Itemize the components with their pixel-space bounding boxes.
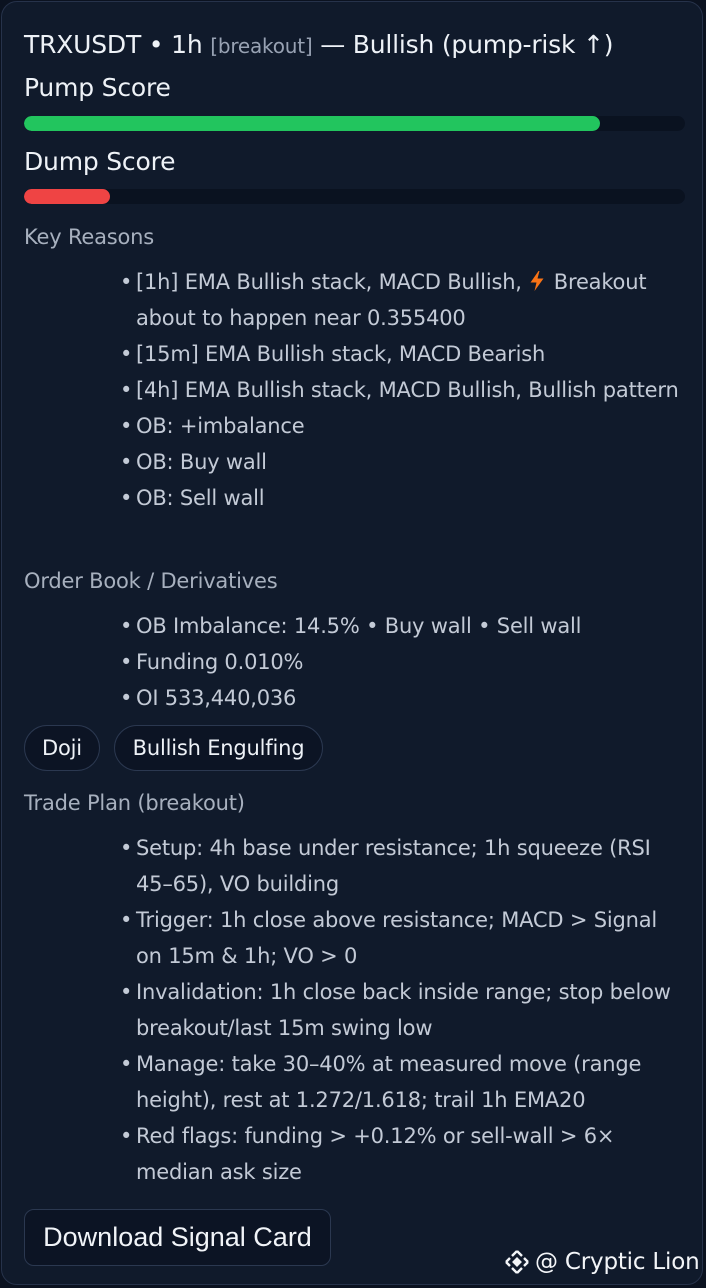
binance-logo-icon: [503, 1248, 531, 1276]
mode-tag: [breakout]: [210, 34, 313, 58]
dump-score-fill: [24, 189, 110, 204]
trade-plan-list: [120, 830, 680, 1190]
pattern-chip-doji[interactable]: Doji: [24, 725, 100, 771]
list-item: • Manage: take 30–40% at measured move (range height), rest at 1.272/1.618; trail 1h EMA20: [120, 1046, 680, 1118]
verdict: — Bullish (pump-risk ↑): [312, 30, 614, 59]
pump-score-bar: [24, 116, 685, 131]
signal-card: [1, 1, 703, 1285]
list-item: • OB Imbalance: 14.5% • Buy wall • Sell wall: [120, 608, 680, 644]
reason-text: [1h] EMA Bullish stack, MACD Bullish,: [136, 270, 522, 294]
list-item: • [4h] EMA Bullish stack, MACD Bullish, Bullish pattern: [120, 372, 680, 408]
list-item: • OB: +imbalance: [120, 408, 680, 444]
pump-score-label: Pump Score: [24, 73, 171, 102]
order-book-heading: Order Book / Derivatives: [24, 569, 278, 593]
list-item: • Setup: 4h base under resistance; 1h squeeze (RSI 45–65), VO building: [120, 830, 680, 902]
list-item: • Funding 0.010%: [120, 644, 680, 680]
list-item: • [15m] EMA Bullish stack, MACD Bearish: [120, 336, 680, 372]
download-signal-card-button[interactable]: Download Signal Card: [24, 1209, 331, 1266]
dump-score-bar: [24, 189, 685, 204]
list-item: [120, 264, 680, 336]
signal-title: [24, 30, 613, 59]
pattern-chip-bullish-engulfing[interactable]: Bullish Engulfing: [114, 725, 323, 771]
list-item: • Red flags: funding > +0.12% or sell-wall > 6× median ask size: [120, 1118, 680, 1190]
symbol: TRXUSDT: [24, 30, 142, 59]
key-reasons-list: [120, 264, 680, 516]
timeframe: 1h: [171, 30, 203, 59]
order-book-list: [120, 608, 680, 716]
list-item: • Trigger: 1h close above resistance; MACD > Signal on 15m & 1h; VO > 0: [120, 902, 680, 974]
title-separator: •: [141, 30, 172, 59]
list-item: • OB: Sell wall: [120, 480, 680, 516]
pump-score-fill: [24, 116, 600, 131]
list-item: • OI 533,440,036: [120, 680, 680, 716]
trade-plan-heading: Trade Plan (breakout): [24, 791, 245, 815]
list-item: • Invalidation: 1h close back inside range; stop below breakout/last 15m swing low: [120, 974, 680, 1046]
watermark-text: @ Cryptic Lion: [535, 1249, 700, 1275]
list-item: • OB: Buy wall: [120, 444, 680, 480]
reason-text: Breakout about to happen near 0.355400: [136, 270, 647, 330]
watermark: [503, 1246, 699, 1278]
dump-score-label: Dump Score: [24, 147, 176, 176]
key-reasons-heading: Key Reasons: [24, 225, 155, 249]
lightning-bolt-icon: [528, 270, 546, 292]
